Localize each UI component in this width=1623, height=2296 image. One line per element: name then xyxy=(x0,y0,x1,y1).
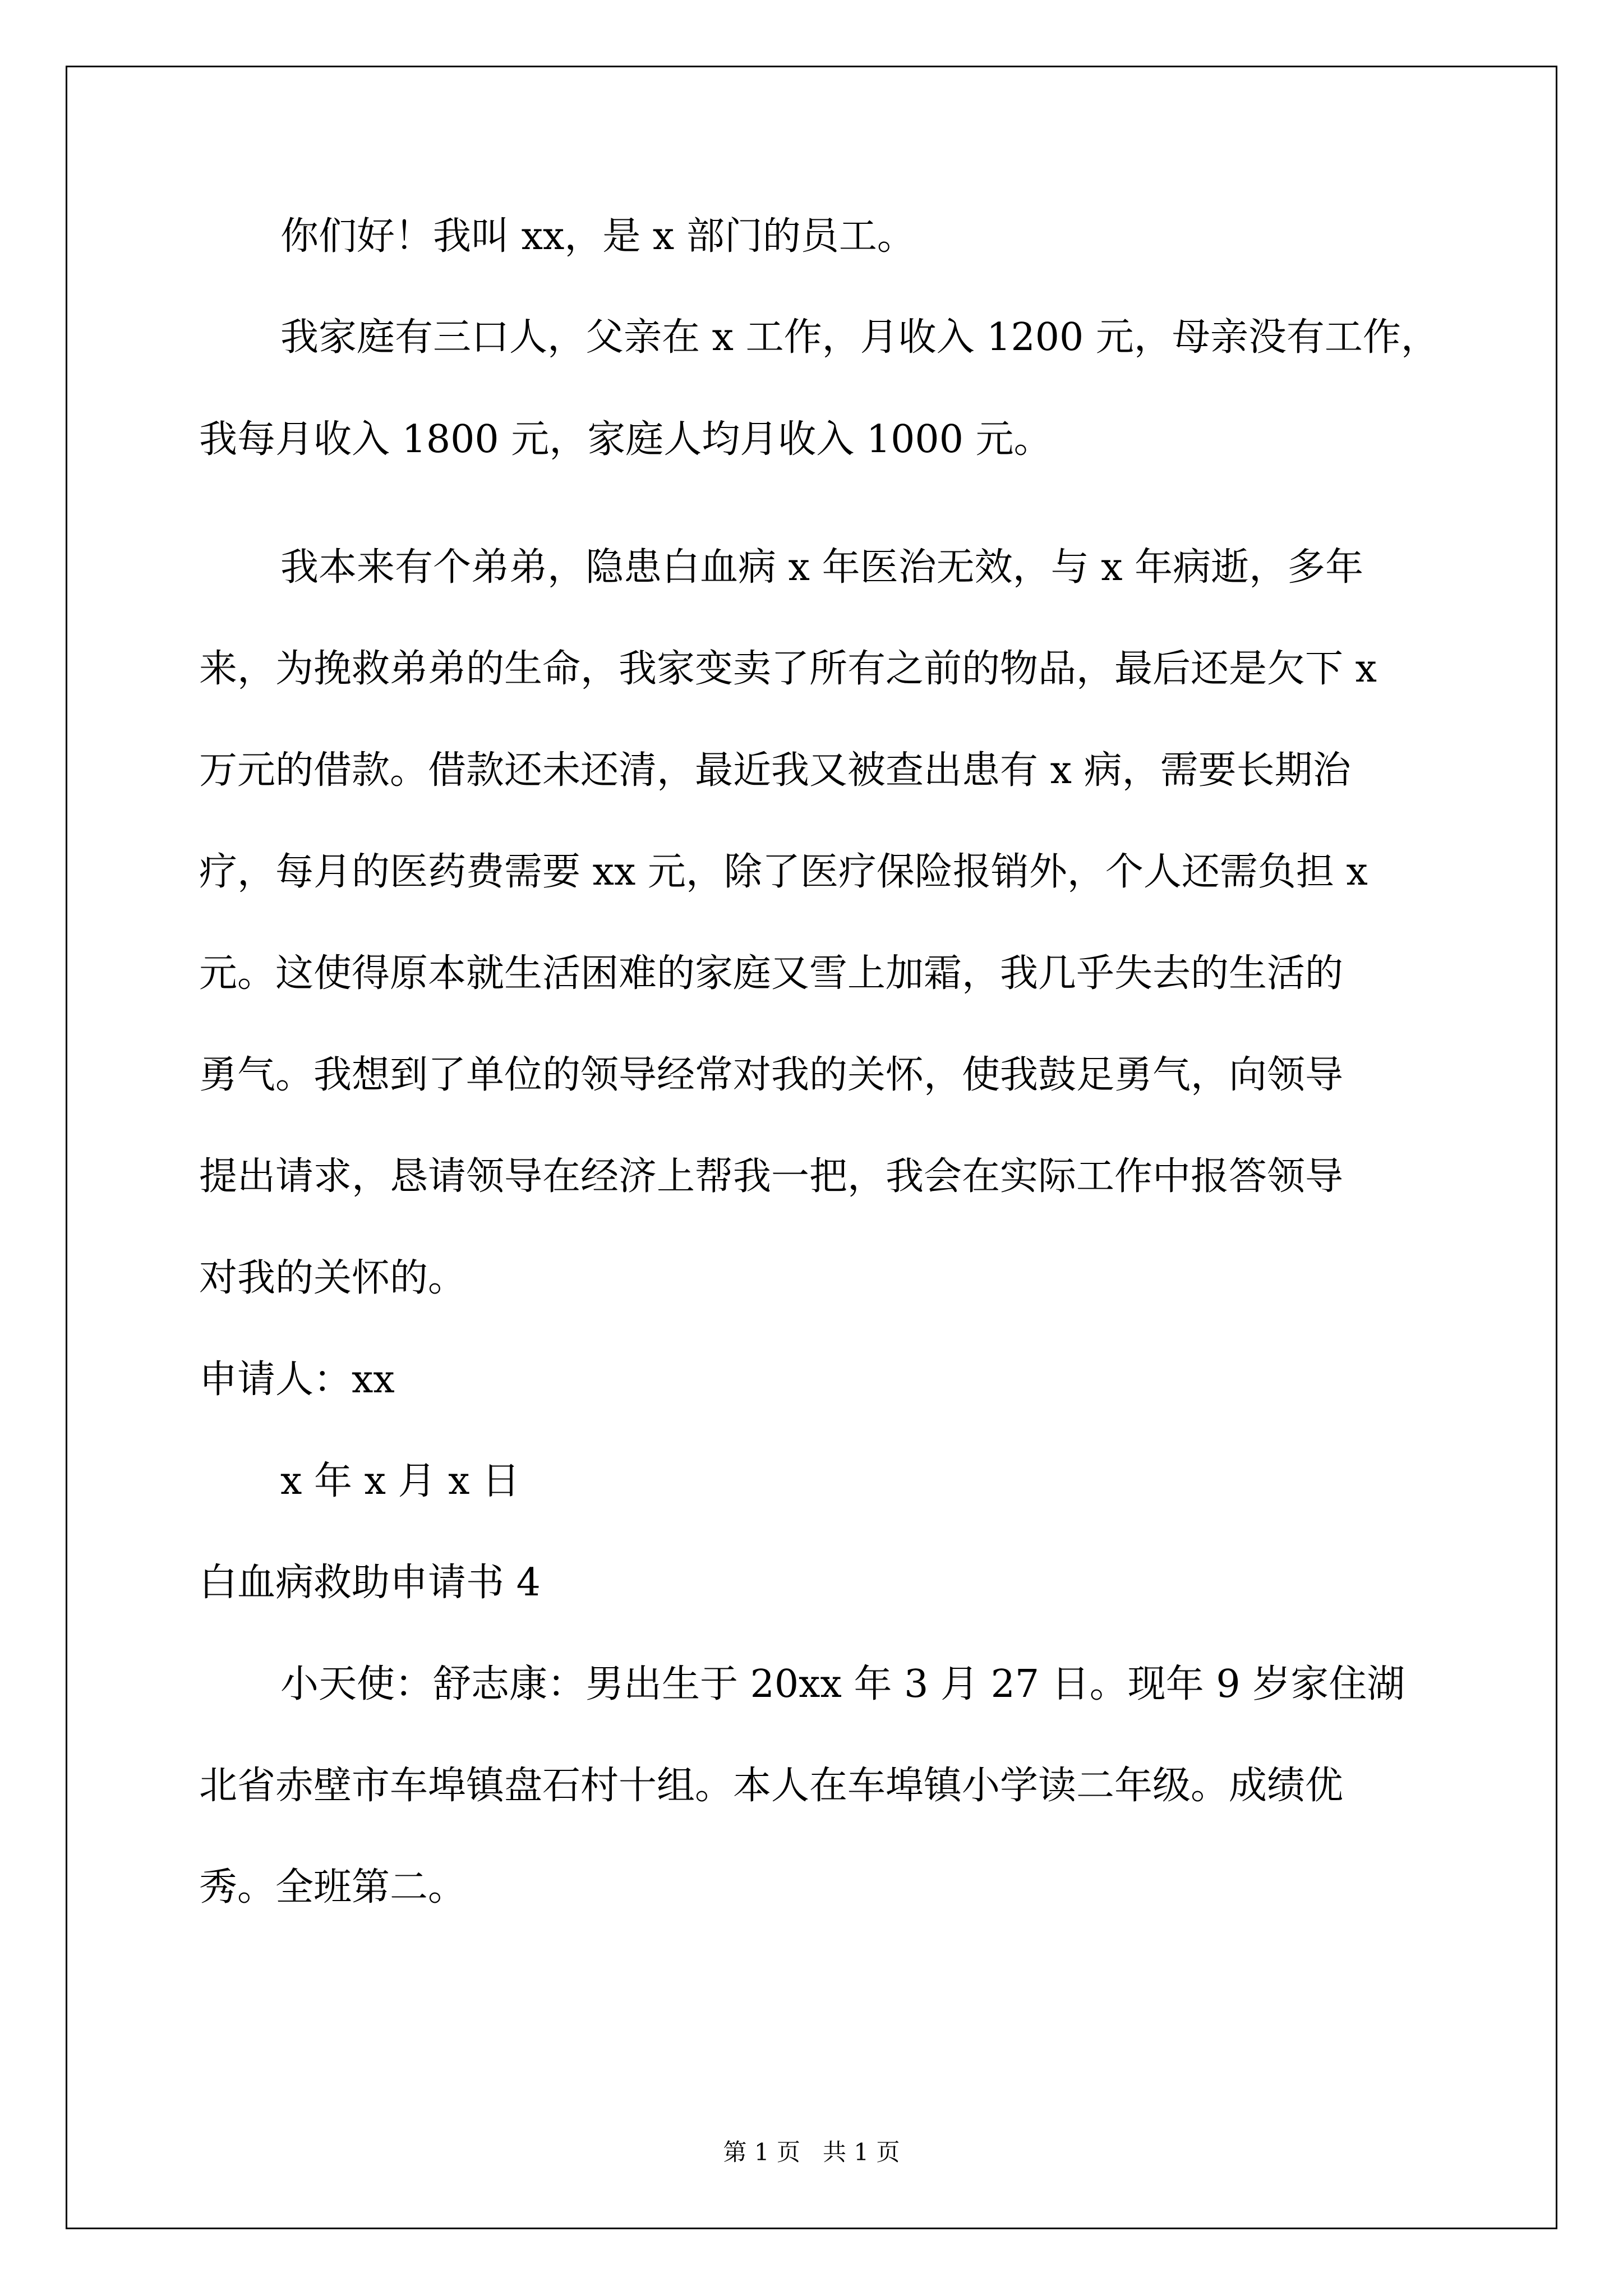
paragraph-line: 提出请求，恳请领导在经济上帮我一把，我会在实际工作中报答领导 xyxy=(199,1154,1344,1199)
paragraph-line: 来，为挽救弟弟的生命，我家变卖了所有之前的物品，最后还是欠下 x xyxy=(199,647,1377,691)
paragraph-line: 元。这使得原本就生活困难的家庭又雪上加霜，我几乎失去的生活的 xyxy=(199,951,1344,996)
greeting-line: 你们好！我叫 xx，是 x 部门的员工。 xyxy=(280,214,915,259)
paragraph-line: 我每月收入 1800 元，家庭人均月收入 1000 元。 xyxy=(199,417,1052,462)
section-title: 白血病救助申请书 4 xyxy=(199,1561,541,1605)
paragraph-line: 勇气。我想到了单位的领导经常对我的关怀，使我鼓足勇气，向领导 xyxy=(199,1053,1344,1097)
paragraph-line: 对我的关怀的。 xyxy=(199,1256,467,1300)
paragraph-line: 我家庭有三口人，父亲在 x 工作，月收入 1200 元，母亲没有工作， xyxy=(280,315,1439,360)
paragraph-line: 疗，每月的医药费需要 xx 元，除了医疗保险报销外，个人还需负担 x xyxy=(199,850,1368,894)
paragraph-line: 万元的借款。借款还未还清，最近我又被查出患有 x 病，需要长期治 xyxy=(199,748,1351,793)
paragraph-line: 我本来有个弟弟，隐患白血病 x 年医治无效，与 x 年病逝，多年 xyxy=(280,545,1364,590)
date-line: x 年 x 月 x 日 xyxy=(280,1459,520,1503)
paragraph-line: 小天使：舒志康：男出生于 20xx 年 3 月 27 日。现年 9 岁家住湖 xyxy=(280,1662,1405,1706)
paragraph-line: 秀。全班第二。 xyxy=(199,1865,467,1910)
applicant-line: 申请人：xx xyxy=(199,1358,395,1402)
paragraph-line: 北省赤壁市车埠镇盘石村十组。本人在车埠镇小学读二年级。成绩优 xyxy=(199,1764,1344,1808)
page-footer: 第 1 页 共 1 页 xyxy=(723,2138,900,2166)
